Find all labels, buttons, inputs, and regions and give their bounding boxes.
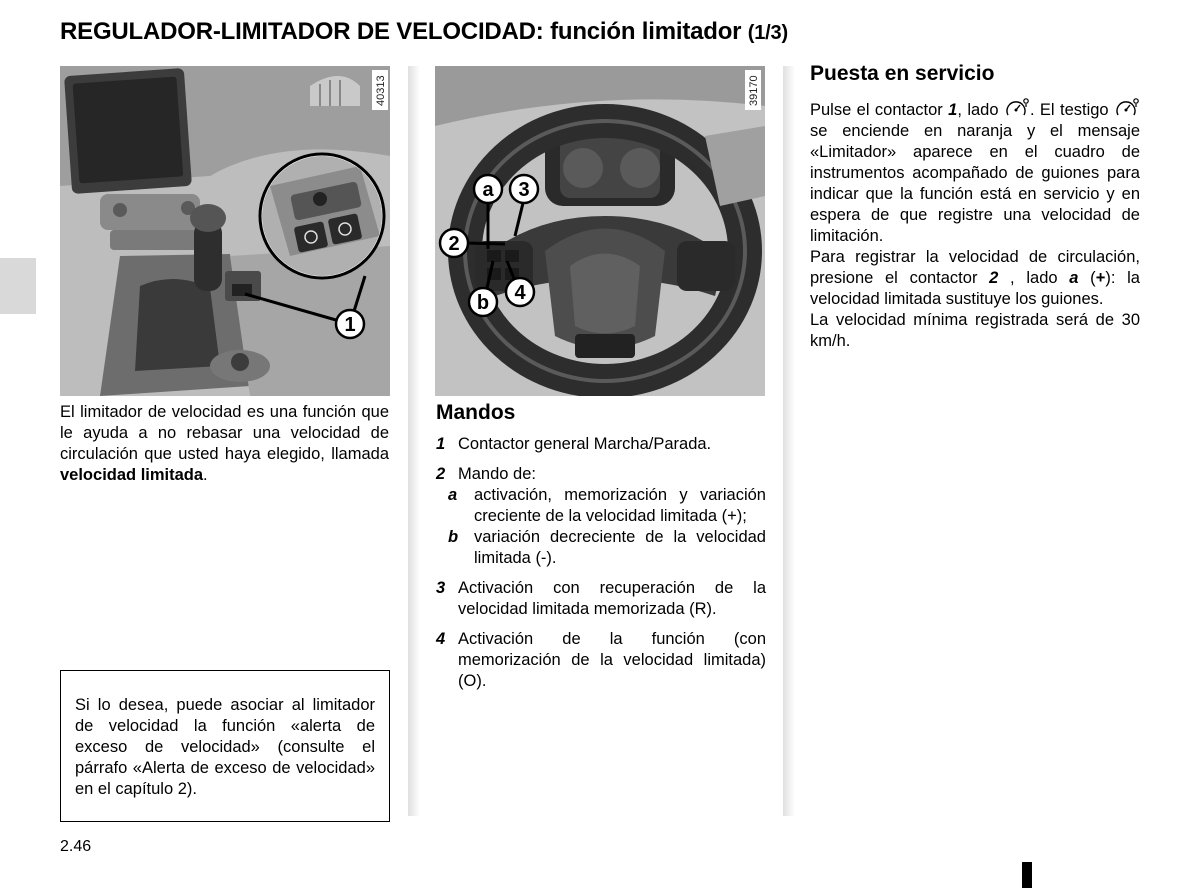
page-title: REGULADOR-LIMITADOR DE VELOCIDAD: función limitador (1/3) xyxy=(60,18,788,45)
sub-list xyxy=(436,485,766,569)
page-number: 2.46 xyxy=(60,838,92,855)
list-item: 2 Mando de: a activación, memorización y variación creciente de la velocidad limitada (+); b variación decreciente de la velocidad limitada (-). xyxy=(436,465,766,567)
callout-3: 3 xyxy=(518,179,530,201)
note-text: Si lo desea, puede asociar al limitador de velocidad la función «alerta de exceso de velocidad» (consulte el párrafo «Alerta de exceso de velocidad» en el capítulo 2). xyxy=(75,696,375,798)
controls-list xyxy=(436,434,766,701)
console-figure xyxy=(60,66,390,396)
page-corner-mark xyxy=(1022,862,1032,888)
puesta-heading: Puesta en servicio xyxy=(810,62,995,85)
figure-code: 39170 xyxy=(748,75,760,106)
intro-paragraph: El limitador de velocidad es una función que le ayuda a no rebasar una velocidad de circulación que usted haya elegido, llamada velocidad limitada. xyxy=(60,403,389,484)
sub-list-item: b variación decreciente de la velocidad limitada (-). xyxy=(448,528,766,567)
section-tab xyxy=(0,258,36,314)
callout-2: 2 xyxy=(448,233,460,255)
callout-b: b xyxy=(476,292,490,314)
callout-1: 1 xyxy=(344,314,356,336)
sub-list-item: a activación, memorización y variación creciente de la velocidad limitada (+); xyxy=(448,486,766,525)
speed-limiter-icon xyxy=(1114,98,1140,118)
callout-a: a xyxy=(482,179,494,201)
column-divider xyxy=(408,66,420,816)
mandos-heading: Mandos xyxy=(436,401,516,424)
callout-4: 4 xyxy=(514,282,526,304)
note-box xyxy=(60,670,390,822)
paragraph: Para registrar la velocidad de circulación, presione el contactor 2 , lado a (+): la velocidad limitada sustituye los guiones. xyxy=(810,248,1140,308)
list-item: 3 Activación con recuperación de la velocidad limitada memorizada (R). xyxy=(436,579,766,618)
activation-text xyxy=(810,98,1140,352)
list-item: 4 Activación de la función (con memorización de la velocidad limitada) (O). xyxy=(436,630,766,690)
list-item: 1 Contactor general Marcha/Parada. xyxy=(436,435,712,453)
paragraph: Pulse el contactor 1, lado . El testigo se enciende en naranja y el mensaje «Limitador» aparece en el cuadro de instrumentos acompañado de guiones para indicar que la función está en servicio y en espera de que registre una velocidad de limitación. xyxy=(810,98,1140,247)
figure-code: 40313 xyxy=(375,75,387,106)
column-divider xyxy=(783,66,795,816)
paragraph: La velocidad mínima registrada será de 30 km/h. xyxy=(810,311,1140,350)
speed-limiter-icon xyxy=(1004,98,1030,118)
steering-wheel-figure xyxy=(435,66,765,396)
page-title-suffix: (1/3) xyxy=(747,22,788,44)
